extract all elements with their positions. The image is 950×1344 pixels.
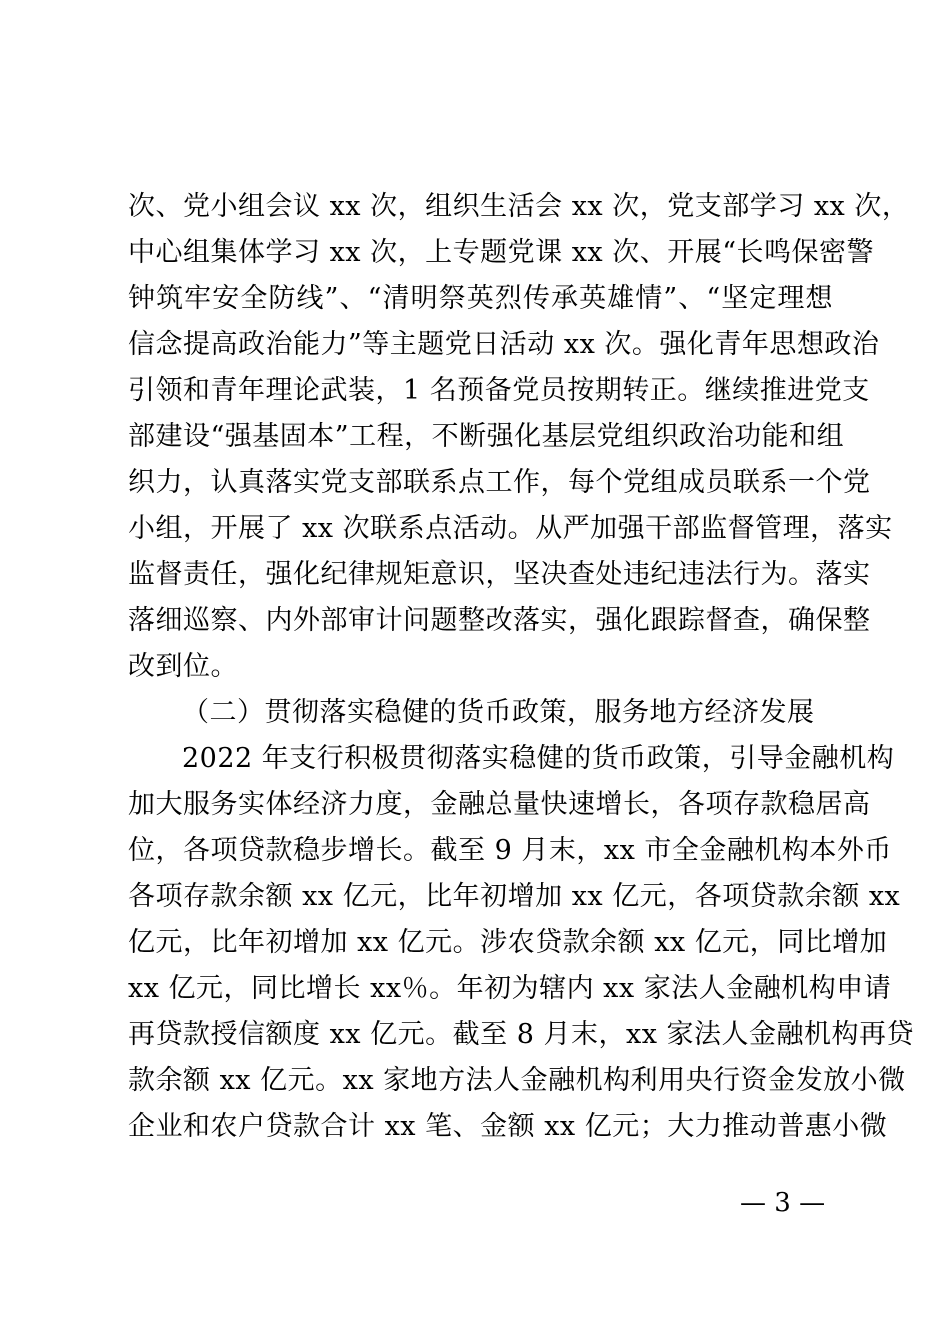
text-line: 再贷款授信额度 xx 亿元。截至 8 月末，xx 家法人金融机构再贷 (128, 1019, 914, 1050)
text-line: 信念提高政治能力”等主题党日活动 xx 次。强化青年思想政治 (128, 329, 880, 360)
text-line: 改到位。 (128, 651, 238, 682)
text-line: 亿元，比年初增加 xx 亿元。涉农贷款余额 xx 亿元，同比增加 (128, 927, 888, 958)
text-line: 引领和青年理论武装，1 名预备党员按期转正。继续推进党支 (128, 375, 870, 406)
text-line: 加大服务实体经济力度，金融总量快速增长，各项存款稳居高 (128, 789, 871, 820)
page-number: — 3 — (740, 1188, 826, 1218)
text-line: 监督责任，强化纪律规矩意识，坚决查处违纪违法行为。落实 (128, 559, 871, 590)
text-line: 钟筑牢安全防线”、“清明祭英烈传承英雄情”、“坚定理想 (128, 283, 833, 314)
text-line: 小组，开展了 xx 次联系点活动。从严加强干部监督管理，落实 (128, 513, 893, 544)
text-line: 企业和农户贷款合计 xx 笔、金额 xx 亿元；大力推动普惠小微 (128, 1111, 888, 1142)
text-line: 各项存款余额 xx 亿元，比年初增加 xx 亿元，各项贷款余额 xx (128, 881, 901, 912)
text-line: 落细巡察、内外部审计问题整改落实，强化跟踪督查，确保整 (128, 605, 871, 636)
text-line: xx 亿元，同比增长 xx％。年初为辖内 xx 家法人金融机构申请 (128, 973, 892, 1004)
text-line: 位，各项贷款稳步增长。截至 9 月末，xx 市全金融机构本外币 (128, 835, 892, 866)
text-line: 中心组集体学习 xx 次，上专题党课 xx 次、开展“长鸣保密警 (128, 237, 875, 268)
text-line: 织力，认真落实党支部联系点工作，每个党组成员联系一个党 (128, 467, 871, 498)
section-heading: （二）贯彻落实稳健的货币政策，服务地方经济发展 (182, 697, 815, 728)
text-line: 部建设“强基固本”工程，不断强化基层党组织政治功能和组 (128, 421, 845, 452)
text-line: 2022 年支行积极贯彻落实稳健的货币政策，引导金融机构 (182, 743, 895, 774)
document-body (128, 184, 914, 1150)
text-line: 款余额 xx 亿元。xx 家地方法人金融机构利用央行资金发放小微 (128, 1065, 906, 1096)
text-line: 次、党小组会议 xx 次，组织生活会 xx 次，党支部学习 xx 次， (128, 191, 910, 222)
